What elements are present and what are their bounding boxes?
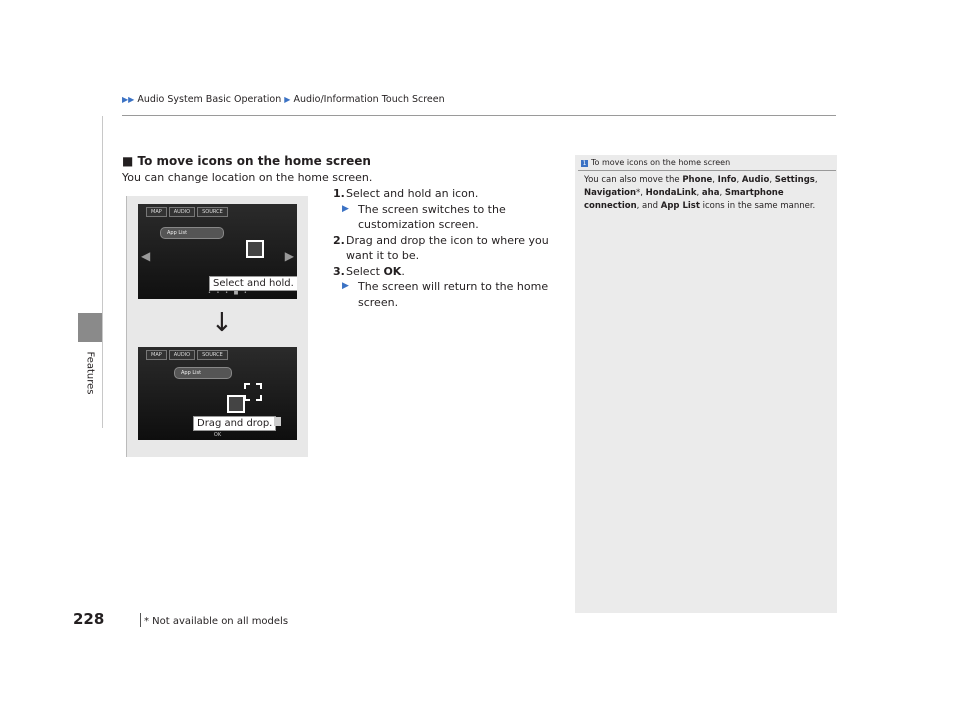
step-result-text: The screen will return to the home screen. [358, 280, 549, 309]
right-arrow-icon: ▶ [284, 249, 294, 263]
step-result [336, 202, 562, 233]
step-number: 3. [333, 264, 345, 278]
note-text: , [696, 188, 702, 198]
result-arrow-icon: ▶ [342, 203, 349, 214]
breadcrumb-item[interactable]: Audio/Information Touch Screen [293, 94, 445, 105]
footnote-divider [140, 613, 141, 627]
down-arrow-icon: ↓ [211, 308, 233, 338]
note-heading-text: To move icons on the home screen [591, 158, 731, 167]
step-number: 1. [333, 187, 345, 200]
note-term: Navigation [584, 188, 636, 198]
figure-tab: MAP [146, 207, 167, 217]
step-result-text: The screen switches to the customization screen. [358, 202, 506, 231]
step-item [333, 264, 562, 280]
footnote: * Not available on all models [144, 616, 289, 627]
step-text: Select [346, 264, 384, 278]
selected-icon-box [246, 240, 264, 258]
figure-app-list: App List [174, 367, 232, 379]
drop-target-box [244, 383, 262, 401]
note-term: Smartphone connection [584, 188, 784, 211]
steps-list [333, 186, 562, 310]
page-dots: • • • ■ • [208, 290, 249, 296]
note-term: Info [717, 175, 737, 185]
trash-icon [274, 417, 281, 426]
step-number: 2. [333, 233, 345, 247]
step-text: Drag and drop the icon to where you want it to be. [346, 233, 549, 262]
note-text: , [736, 175, 742, 185]
page-number: 228 [73, 610, 105, 628]
figure-app-list: App List [160, 227, 224, 239]
figure-panel [126, 196, 308, 457]
note-text: You can also move the [584, 175, 683, 185]
note-term: Audio [741, 175, 770, 185]
step-text: . [401, 264, 405, 278]
side-divider [102, 116, 103, 428]
breadcrumb [122, 94, 445, 105]
step-item [333, 186, 562, 202]
note-body [584, 174, 834, 213]
callout-select-hold: Select and hold. [209, 276, 297, 291]
note-text: , [712, 175, 718, 185]
breadcrumb-arrow-icon: ▶▶ [122, 95, 135, 104]
note-text: , [769, 175, 775, 185]
home-screen-figure [138, 204, 297, 299]
side-tab-label: Features [84, 351, 96, 395]
result-arrow-icon: ▶ [342, 281, 349, 291]
note-marker-icon: 1 [582, 160, 587, 167]
figure-tab: SOURCE [197, 207, 228, 217]
figure-tab: SOURCE [197, 350, 228, 360]
note-term: App List [660, 201, 700, 211]
note-term: Phone [682, 175, 713, 185]
note-heading [581, 158, 730, 167]
figure-tab: AUDIO [169, 350, 195, 360]
dragged-icon-box [227, 395, 245, 413]
section-title: ■ To move icons on the home screen [122, 154, 371, 168]
callout-drag-drop: Drag and drop. [193, 416, 276, 431]
step-text: Select and hold an icon. [346, 187, 479, 200]
breadcrumb-arrow-icon: ▶ [284, 95, 291, 104]
left-arrow-icon: ◀ [141, 249, 151, 263]
note-text: , and [636, 201, 661, 211]
note-text: , [719, 188, 725, 198]
figure-ok-label: OK [213, 432, 222, 438]
figure-tab: MAP [146, 350, 167, 360]
note-text: *, [636, 188, 646, 198]
note-term: HondaLink [645, 188, 697, 198]
note-text: , [814, 175, 818, 185]
figure-tab: AUDIO [169, 207, 195, 217]
customize-screen-figure [138, 347, 297, 440]
note-term: Settings [774, 175, 815, 185]
figure-tab-bar [146, 350, 228, 360]
step-result [336, 279, 562, 310]
note-box [575, 155, 837, 613]
breadcrumb-item[interactable]: Audio System Basic Operation [137, 94, 282, 105]
figure-tab-bar [146, 207, 228, 217]
note-term: aha [701, 188, 720, 198]
side-tab-marker [78, 313, 102, 342]
section-intro: You can change location on the home screen. [122, 171, 373, 184]
step-text-bold: OK [383, 264, 402, 278]
note-text: icons in the same manner. [699, 201, 816, 211]
step-item [333, 233, 562, 264]
note-rule [578, 170, 836, 171]
header-rule [122, 115, 836, 116]
